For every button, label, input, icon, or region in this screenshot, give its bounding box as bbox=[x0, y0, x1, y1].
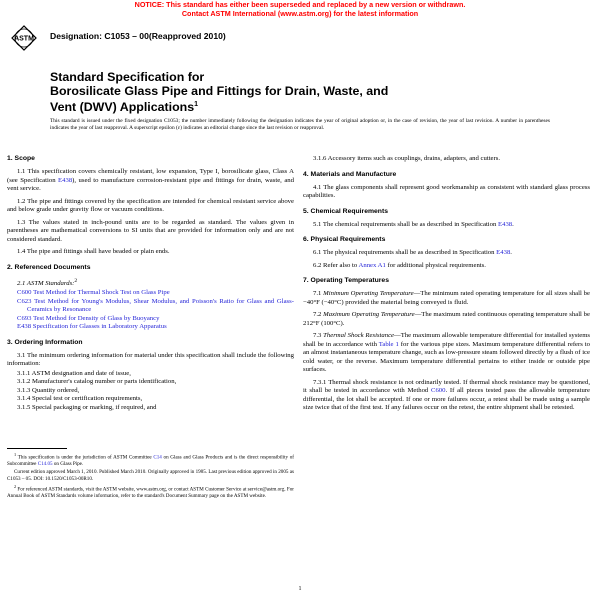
right-column bbox=[303, 155, 590, 417]
link-c14[interactable]: C14 bbox=[153, 454, 162, 461]
notice-banner bbox=[0, 0, 600, 20]
ref-e438: E438 Specification for Glasses in Laboratory Apparatus bbox=[17, 323, 167, 331]
link-e438[interactable]: E438 bbox=[58, 176, 73, 184]
title-line-1: Standard Specification for bbox=[50, 70, 205, 84]
section-2-heading: 2. Referenced Documents bbox=[7, 263, 91, 271]
link-annex-a1[interactable]: Annex A1 bbox=[358, 261, 386, 269]
page-number: 1 bbox=[298, 586, 302, 592]
title-line-3: Vent (DWV) Applications$^1$ bbox=[50, 100, 199, 115]
para-6-2: 6.2 Refer also to Annex A1 for additional physical requirements. bbox=[313, 261, 486, 269]
ref-code-c693[interactable]: C693 bbox=[17, 314, 32, 322]
para-7-1: 7.1 Minimum Operating Temperature—The minimum rated operating temperature for all sizes shall be −40°F (−40°C) provided the material being conveyed is fluid. bbox=[303, 290, 590, 306]
footnote-1: $^1$ This specification is under the jurisdiction of ASTM Committee C14 on Glass and Glass Products and is the direct responsibility of Subcommittee C14.05 on Glass Pipe. bbox=[7, 452, 294, 467]
ref-c600: C600 Test Method for Thermal Shock Test on Glass Pipe bbox=[17, 289, 170, 297]
left-column bbox=[7, 155, 294, 412]
notice-line-2: Contact ASTM International (www.astm.org) for the latest information bbox=[181, 9, 419, 18]
designation: Designation: C1053 – 00(Reapproved 2010) bbox=[50, 31, 226, 41]
ref-code-c600[interactable]: C600 bbox=[17, 289, 32, 297]
para-7-2: 7.2 Maximum Operating Temperature—The maximum rated continuous operating temperature shall be 212°F (100°C). bbox=[303, 311, 590, 327]
footnote-2: $^2$ For referenced ASTM standards, visit the ASTM website, www.astm.org, or contact ASTM Customer Service at service@astm.org. For Annual Book of ASTM Standards volume information, refer to the standard's Document Summary page on the ASTM website. bbox=[7, 483, 294, 499]
para-7-3-1: 7.3.1 Thermal shock resistance is not ordinarily tested. If thermal shock resistance may be questioned, it shall be tested in accordance with Method C600. If all pieces tested pass the allowable temperature differential, the lot shall be accepted. If one or more failures occur, a retest shall be made using a sample size twice that of the first test. If any failures occur on the retest, the entire shipment shall be retested. bbox=[303, 378, 590, 411]
ref-code-e438[interactable]: E438 bbox=[17, 323, 32, 331]
ref-c693: C693 Test Method for Density of Glass by Buoyancy bbox=[17, 314, 160, 322]
footnote-divider bbox=[7, 448, 67, 449]
para-7-3: 7.3 Thermal Shock Resistance—The maximum allowable temperature differential for installed systems shall be in accordance with Table 1 for the various pipe sizes. Maximum temperature differential refers to an almost instantaneous temperature change, such as low-pressure steam followed directly by a flush of ice cold water, or the reverse. Maximum temperature differential pertains to either inside or outside pipe surfaces. bbox=[303, 332, 590, 373]
link-table-1[interactable]: Table 1 bbox=[378, 340, 399, 348]
page-title bbox=[50, 70, 470, 114]
section-4-heading: 4. Materials and Manufacture bbox=[303, 170, 397, 178]
para-3-1: 3.1 The minimum ordering information for material under this specification shall include the following information: bbox=[7, 351, 294, 368]
link-e438[interactable]: E438 bbox=[496, 249, 511, 256]
astm-logo bbox=[8, 22, 40, 54]
section-1-heading: 1. Scope bbox=[7, 155, 35, 162]
list-item: 3.1.4 Special test or certification requirements, bbox=[17, 395, 143, 403]
title-footnote-marker[interactable]: 1 bbox=[194, 101, 199, 108]
para-6-1: 6.1 The physical requirements shall be as described in Specification E438. bbox=[313, 249, 512, 256]
para-2-1: 2.1 ASTM Standards:$^2$ bbox=[17, 277, 78, 287]
link-c600[interactable]: C600 bbox=[431, 387, 446, 394]
para-1-2: 1.2 The pipe and fittings covered by the specification are intended for chemical resistant service above and below grade under gravity flow or vacuum conditions. bbox=[7, 197, 294, 213]
para-5-1: 5.1 The chemical requirements shall be as described in Specification E438. bbox=[313, 220, 514, 228]
ref-c623: C623 Test Method for Young's Modulus, Shear Modulus, and Poisson's Ratio for Glass and Glass-Ceramics by Resonance bbox=[17, 297, 294, 314]
para-1-1: 1.1 This specification covers chemically resistant, low expansion, Type I, borosilicate glass, Class A (see Specification E438), used to manufacture corrosion-resistant pipe and fittings for drain, waste, and vent service. bbox=[7, 168, 294, 192]
list-item: 3.1.1 ASTM designation and date of issue, bbox=[17, 369, 131, 377]
link-e438[interactable]: E438 bbox=[498, 220, 513, 228]
section-5-heading: 5. Chemical Requirements bbox=[303, 207, 388, 215]
section-6-heading: 6. Physical Requirements bbox=[303, 236, 386, 243]
notice-line-1: NOTICE: This standard has either been superseded and replaced by a new version or withdrawn. bbox=[134, 0, 466, 9]
section-3-heading: 3. Ordering Information bbox=[7, 338, 83, 346]
para-4-1: 4.1 The glass components shall represent good workmanship as consistent with standard glass process capabilities. bbox=[303, 183, 590, 199]
list-item: 3.1.3 Quantity ordered, bbox=[17, 386, 80, 394]
section-7-heading: 7. Operating Temperatures bbox=[303, 277, 389, 284]
para-3-1-6: 3.1.6 Accessory items such as couplings, drains, adapters, and cutters. bbox=[313, 155, 501, 162]
issuance-note: This standard is issued under the fixed designation C1053; the number immediately following the designation indicates the year of original adoption or, in the case of revision, the year of last revision. A number in parentheses indicates the year of last reapproval. A superscript epsilon (ε) indicates an editorial change since the last revision or reapproval. bbox=[50, 118, 550, 131]
para-1-3: 1.3 The values stated in inch-pound units are to be regarded as standard. The values given in parentheses are mathematical conversions to SI units that are provided for information only and are not considered standard. bbox=[7, 218, 294, 243]
footnote-2-marker[interactable]: 2 bbox=[74, 277, 78, 284]
title-line-2: Borosilicate Glass Pipe and Fittings for Drain, Waste, and bbox=[50, 84, 389, 98]
footnotes bbox=[7, 448, 294, 501]
ref-code-c623[interactable]: C623 bbox=[17, 297, 32, 305]
footnote-1-current-edition: Current edition approved March 1, 2010. Published March 2010. Originally approved in 1985. Last previous edition approved in 2005 as C1053 – 05. DOI: 10.1520/C1053-00R10. bbox=[7, 469, 294, 482]
svg-text:ASTM: ASTM bbox=[14, 35, 34, 43]
para-1-4: 1.4 The pipe and fittings shall have beaded or plain ends. bbox=[17, 248, 170, 255]
link-c14-05[interactable]: C14.05 bbox=[37, 460, 53, 467]
list-item: 3.1.5 Special packaging or marking, if required, and bbox=[17, 403, 157, 411]
list-item: 3.1.2 Manufacturer's catalog number or parts identification, bbox=[17, 378, 177, 386]
